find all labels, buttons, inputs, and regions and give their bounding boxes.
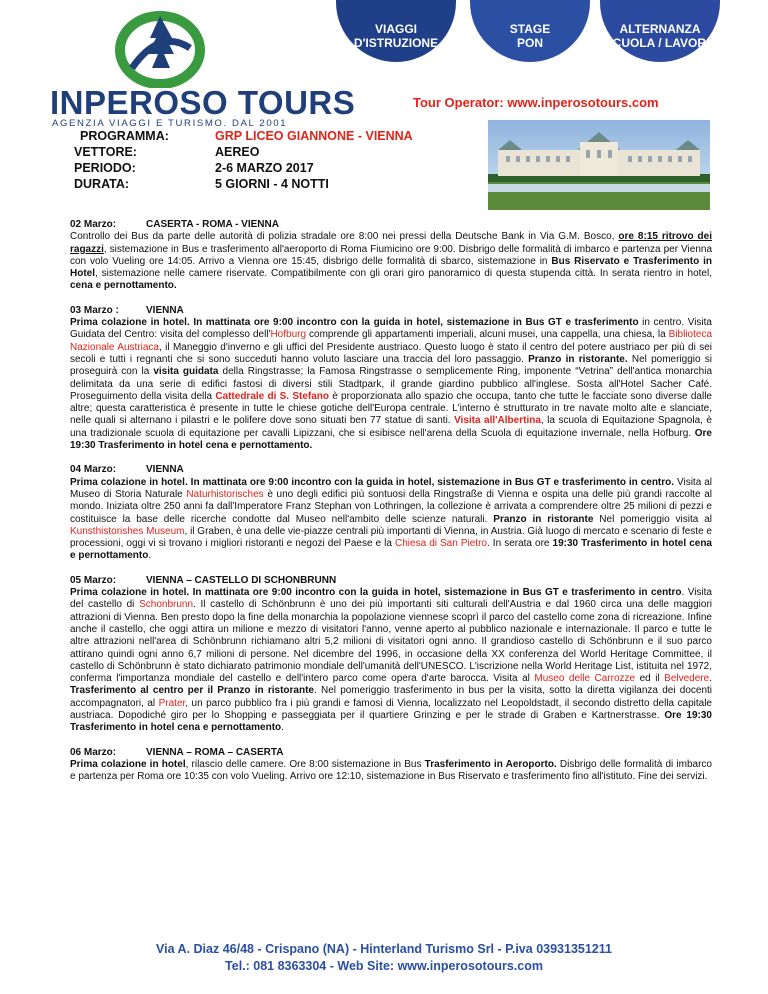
itinerary [70,219,712,795]
text-segment: è uno degli edifici più sontuosi della Ringstraße di Vienna e ospita una delle più grandi raccolte al mondo. Iniziata oltre 250 anni fa dall'Imperatore Franz Stephan von Lothringen, la collezione è arrivata a comprendere oltre 25 milioni di pezzi e costituisce la base delle ricerche condotte dal Museo nell'ambito delle scienze naturali. [70,488,712,525]
day-title: VIENNA [146,304,184,316]
text-segment: Prima colazione in hotel. In mattinata ore 9:00 incontro con la guida in hotel, sistemazione in Bus GT e trasferimento in centro. [70,476,675,488]
day-heading [70,747,712,759]
text-segment: Pranzo in ristorante. [528,353,628,365]
text-segment: Ore 19:30 Trasferimento in hotel cena e pernottamento. [70,427,712,452]
viaggi-istruzione-badge[interactable] [336,0,456,62]
text-segment: Naturhistorisches [186,488,264,500]
text-segment: Visita all'Albertina [454,415,541,427]
text-segment: . In serata ore [486,538,553,550]
text-segment: , sistemazione nelle camere riservate. Compatibilmente con gli orari giro panoramico di questa stupenda città. In serata rientro in hotel, [95,268,712,280]
label-programma: PROGRAMMA: [80,129,169,143]
text-segment: . [281,722,284,734]
text-segment: . [709,673,712,685]
value-vettore: AEREO [215,145,260,159]
day-date: 05 Marzo: [70,574,117,586]
text-segment: , il Maneggio d'inverno e gli uffici del Presidente austriaco. Questo luogo è stato il centro del potere austriaco per più di sei secoli e tutti i regnanti che si sono succeduti hanno voluto lasciare una traccia del loro passaggio. [70,341,712,365]
text-segment: , un parco pubblico fra i più grandi e famosi di Vienna, localizzato nel Leopoldstadt, il secondo distretto della capitale austriaca. Dopodiché giro per lo Shopping e passeggiata per il quartiere Grinzing e per le strade di Graben e Kartnerstrasse. [70,697,712,721]
logo-tagline: AGENZIA VIAGGI E TURISMO. DAL 2001 [52,118,288,129]
text-segment: , il Graben, è una delle vie-piazze centrali più importanti di Vienna, in Austria. Già luogo di mercato e scenario di feste e processioni, oggi vi si trovano i migliori ristoranti e negozi del Paese e la [70,525,712,550]
badge-line1: VIAGGI [374,22,417,36]
text-segment: Chiesa di San Pietro [395,538,487,550]
value-durata: 5 GIORNI - 4 NOTTI [215,177,329,191]
logo-wordmark: INPEROSO TOURS [50,84,356,121]
text-segment: Schonbrunn [139,599,194,611]
day-description [70,587,712,735]
text-segment: ed il [635,673,665,685]
tour-operator-link[interactable]: Tour Operator: www.inperosotours.com [413,95,659,110]
text-segment: Trasferimento in Aeroporto. [424,758,557,770]
text-segment: cena e pernottamento. [70,280,177,292]
day-date: 02 Marzo: [70,219,117,230]
badge-line1: STAGE [509,22,551,36]
day-description [70,759,712,784]
text-segment: Kunsthistorishes Museum [70,525,185,537]
text-segment: Cattedrale di S. Stefano [215,390,329,402]
label-periodo: PERIODO: [74,161,136,175]
text-segment: ore 8:15 ritrovo dei ragazzi [70,231,713,255]
text-segment: 19:30 Trasferimento in hotel cena e pernottamento [70,538,712,562]
text-segment: Museo delle Carrozze [534,673,636,685]
value-periodo: 2-6 MARZO 2017 [215,161,314,175]
day-title: VIENNA – CASTELLO DI SCHONBRUNN [146,574,337,586]
text-segment: in centro. Visita Guidata del Centro: visita del complesso dell' [70,317,712,341]
day-date: 04 Marzo: [70,464,117,476]
text-segment: . Visita del castello di [70,587,712,611]
text-segment: , sistemazione in Bus e trasferimento all'aeroporto di Roma Fiumicino ore 9:00. Disbrigo delle formalità di imbarco e partenza per Vienna con volo Vueling ore 14:05. Arrivo a Vienna ore 15:45, disbrigo delle formalità di sbarco, sistemazione in [70,243,712,267]
label-vettore: VETTORE: [74,145,137,159]
text-segment: , la scuola di Equitazione Spagnola, è una tradizionale scuola di equitazione per cavalli Lipizzani, che si esibisce nell'arena della Scuola di equitazione invernale, nella Hofburg. [70,415,712,439]
text-segment: Ore 19:30 Trasferimento in hotel cena e pernottamento [70,709,712,734]
day-title: VIENNA – ROMA – CASERTA [146,746,284,758]
text-segment: è proporzionata allo spazio che occupa, tanto che tutte le facciate sono diverse dalle altre; questa caratteristica è presente in tutte le chiese gotiche dell'Europa centrale. L'interno è strutturato in tre navate molto alte e slanciate, nelle quali si alternano i pilastri e le polifere dove sono situati ben 77 statue di santi. [70,390,712,427]
text-segment: , rilascio delle camere. Ore 8:00 sistemazione in Bus [185,758,425,770]
badge-line2: D'ISTRUZIONE [353,36,439,50]
day-heading [70,464,712,476]
text-segment: Nel pomeriggio visita al [593,513,713,525]
day-description [70,231,712,292]
text-segment: Belvedere [664,673,710,685]
stage-pon-badge[interactable] [470,0,590,62]
text-segment: . Nel pomeriggio trasferimento in bus per la visita, sotto la diretta vigilanza dei docenti accompagnatori, al [70,685,713,709]
label-durata: DURATA: [74,177,130,191]
day-heading [70,575,712,587]
text-segment: Prima colazione in hotel. In mattinata ore 9:00 incontro con la guida in hotel, sistemazione in Bus GT e trasferimento [70,317,639,329]
text-segment: Visita al Museo di Storia Naturale [70,476,712,500]
text-segment: Controllo dei Bus da parte delle autorità di polizia stradale ore 8:00 nei pressi della Deutsche Bank in Via G.M. Bosco, [70,231,619,243]
belvedere-palace-photo [488,120,710,210]
text-segment: Prima colazione in hotel. In mattinata ore 9:00 incontro con la guida in hotel, sistemazione in Bus GT e trasferimento in centro [70,587,682,599]
text-segment: della Ringstrasse; la Famosa Ringstrasse o semplicemente Ring, imponente “Vetrina” dell'antica monarchia delimitata da una serie di edifici fastosi di diversi stili Stadtpark, il grande giardino pubblico all'inglese. Sosta all'Hotel Sacher Café. Proseguimento della visita della [70,366,713,402]
footer-contact: Tel.: 081 8363304 - Web Site: www.inperosotours.com [225,959,543,973]
text-segment: Prima colazione in hotel [70,758,186,770]
text-segment: Trasferimento al centro per il Pranzo in ristorante [70,685,314,697]
day-heading [70,305,712,317]
footer-address: Via A. Diaz 46/48 - Crispano (NA) - Hinterland Turismo Srl - P.iva 03931351211 [156,942,612,956]
text-segment: Pranzo in ristorante [493,513,594,525]
logo-emblem [112,8,208,88]
text-segment: . [148,550,152,562]
alternanza-badge[interactable] [600,0,720,62]
day-title: CASERTA - ROMA - VIENNA [146,219,279,230]
text-segment: comprende gli appartamenti imperiali, alcuni musei, una cappella, una chiesa, la [306,329,669,341]
day-description [70,477,712,563]
text-segment: Nel pomeriggio si proseguirà con la [70,353,712,378]
day-heading [70,219,712,231]
day-title: VIENNA [146,464,184,476]
text-segment: Hofburg [270,329,307,341]
text-segment: visita guidata [153,366,219,378]
text-segment: . Il castello di Schönbrunn è uno dei più importanti siti culturali dell'Austria e dal 1960 circa una delle maggiori attrazioni di Vienna. Ben presto dopo la fine della monarchia la popolazione viennese scoprì il parco del castello come zona di ricreazione. Infine anche il castello, che oggi attira un milione e mezzo di visitatori l'anno, venne aperto al pubblico nazionale e internazionale. Il parco e tutte le altre attrazioni nell'area di Schönbrunn richiamano altri 5,2 milioni di visitatori ogni anno. Il grandioso castello di Schönbrunn e il suo parco attirano quindi ogni anno 6,7 milioni di persone. Nel dicembre del 1996, in occasione della XX conferenza del World Heritage Committee, il castello di Schönbrunn è stato dichiarato patrimonio mondiale dell'umanità dell'UNESCO. L'iscrizione nella World Heritage List, istituita nel 1972, conferma l'importanza mondiale del castello e dell'intero parco come opera d'arte barocca. Visita al [70,599,712,685]
badge-line1: ALTERNANZA [619,22,701,36]
day-date: 06 Marzo: [70,746,117,758]
badge-line2: PON [516,36,543,50]
badge-line2: SCUOLA / LAVORO [604,36,716,50]
day-date: 03 Marzo : [70,304,119,316]
text-segment: Biblioteca Nazionale Austriaca [70,329,713,353]
day-description [70,317,712,452]
text-segment: Disbrigo delle formalità di imbarco e partenza per Roma ore 10:35 con volo Vueling. Arrivo ore 12:10, sistemazione in Bus Riservato e trasferimento fino all'istituto. Fine dei servizi. [70,758,712,783]
text-segment: Bus Riservato e Trasferimento in Hotel [70,255,712,280]
value-programma: GRP LICEO GIANNONE - VIENNA [215,129,413,143]
text-segment: Prater [158,697,186,709]
